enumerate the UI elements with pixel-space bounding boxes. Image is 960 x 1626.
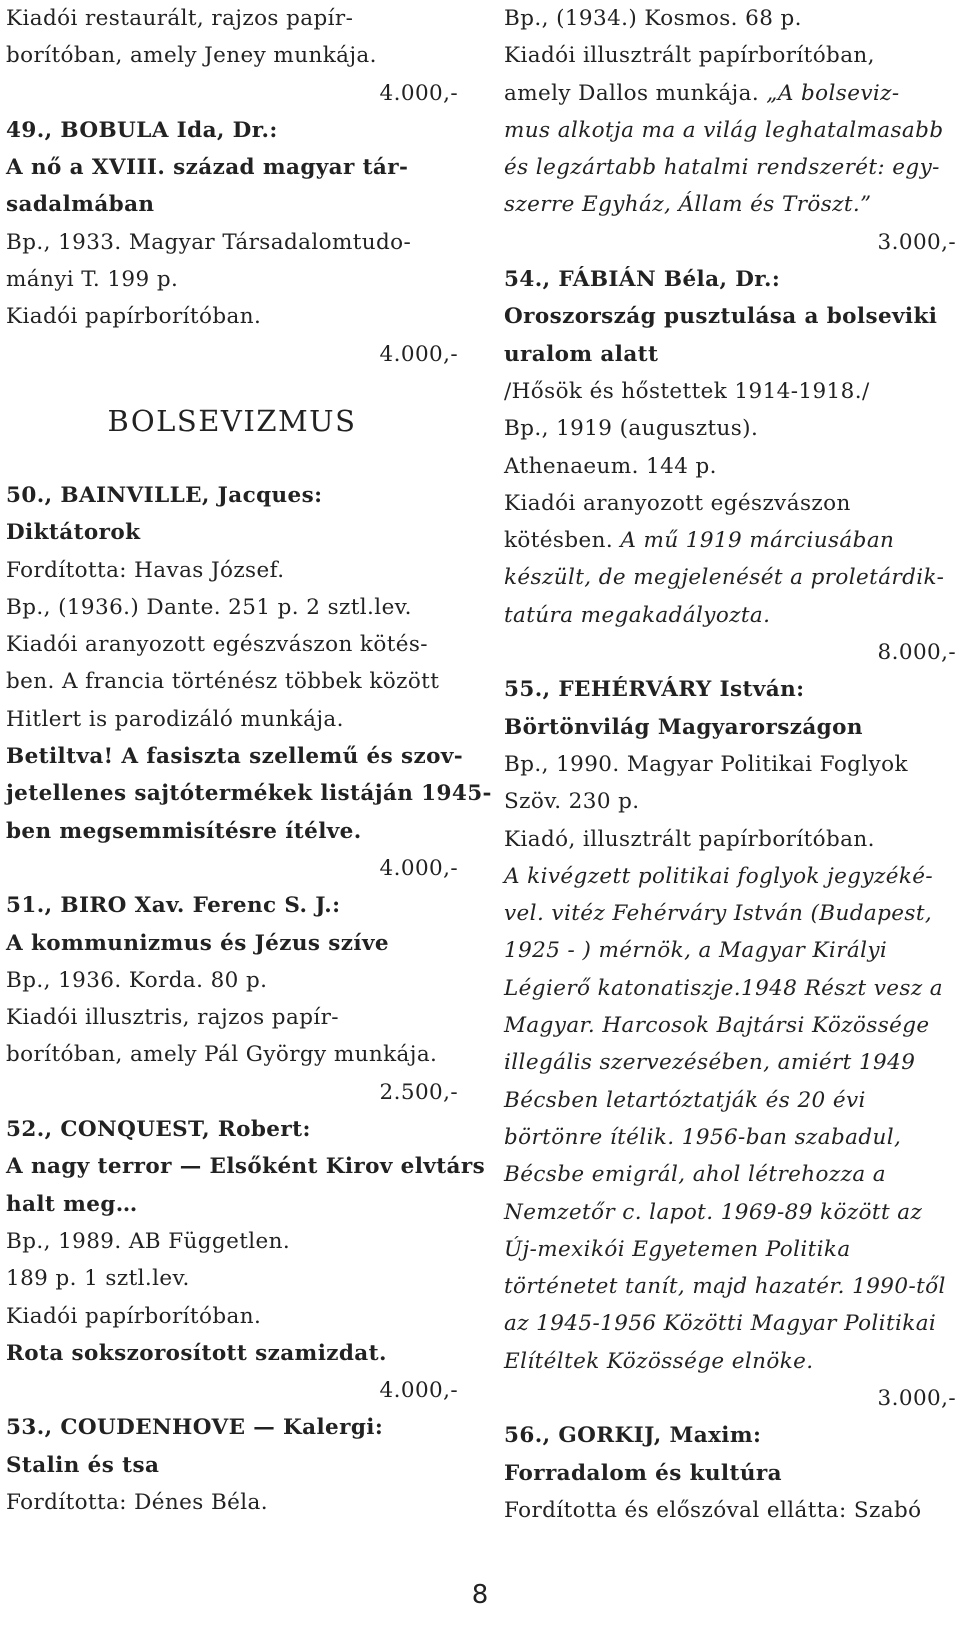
entry-title: sadalmában: [6, 192, 155, 218]
text-line: Bp., (1936.) Dante. 251 p. 2 sztl.lev.: [6, 594, 412, 620]
note-line: Magyar. Harcosok Bajtársi Közössége: [504, 1013, 930, 1039]
catalog-entry-52: [6, 1111, 486, 1409]
text-line: Bp., 1989. AB Független.: [6, 1228, 291, 1254]
text-line: Kiadói aranyozott egészvászon kötés-: [6, 632, 428, 658]
entry-heading: 53., COUDENHOVE — Kalergi:: [6, 1415, 384, 1441]
section-heading: BOLSEVIZMUS: [107, 403, 357, 438]
text-line: Hitlert is parodizáló munkája.: [6, 706, 344, 732]
price: 4.000,-: [379, 1378, 458, 1404]
catalog-entry-53: [6, 1409, 458, 1521]
right-column: [504, 0, 956, 1529]
text-line: borítóban, amely Pál György munkája.: [6, 1042, 438, 1068]
entry-title: halt meg…: [6, 1191, 138, 1217]
page-number: 8: [471, 1580, 489, 1610]
entry-heading: 50., BAINVILLE, Jacques:: [6, 482, 323, 508]
text-line: Kiadói restaurált, rajzos papír-: [6, 6, 354, 31]
entry-title: Börtönvilág Magyarországon: [504, 714, 863, 740]
text-line: Szöv. 230 p.: [504, 789, 640, 815]
entry-title: A nő a XVIII. század magyar tár-: [6, 155, 409, 181]
text-span: kötésben.: [504, 528, 621, 554]
text-line: [6, 738, 464, 775]
note-span: A mű 1919 márciusában: [620, 528, 895, 554]
text-line: 189 p. 1 sztl.lev.: [6, 1266, 190, 1292]
entry-heading: 51., BIRO Xav. Ferenc S. J.:: [6, 893, 341, 919]
quote-span: „A bolseviz-: [766, 80, 900, 106]
note-line: 1925 - ) mérnök, a Magyar Királyi: [504, 938, 888, 964]
text-line: [504, 75, 956, 112]
catalog-entry-54: [504, 261, 956, 671]
note-line: készült, de megjelenését a proletárdik-: [504, 565, 945, 591]
text-line: Bp., 1933. Magyar Társadalomtudo-: [6, 229, 412, 255]
note-line: vel. vitéz Fehérváry István (Budapest,: [504, 901, 933, 927]
text-span: amely Dallos munkája.: [504, 80, 767, 106]
price: 3.000,-: [877, 1385, 956, 1411]
text-line: /Hősök és hőstettek 1914-1918./: [504, 378, 870, 404]
price: 4.000,-: [379, 80, 458, 106]
left-column: [6, 0, 492, 1521]
entry-title: A nagy terror — Elsőként Kirov elvtárs: [6, 1154, 486, 1180]
note-line: Bécsbe emigrál, ahol létrehozza a: [504, 1162, 886, 1188]
emphasis: A fasiszta szellemű és szov-: [113, 744, 464, 770]
text-line: Bp., (1934.) Kosmos. 68 p.: [504, 6, 802, 31]
price: 3.000,-: [877, 229, 956, 255]
text-line: Bp., 1990. Magyar Politikai Foglyok: [504, 751, 908, 777]
catalog-entry-55: [504, 671, 956, 1417]
text-line: Bp., 1919 (augusztus).: [504, 416, 759, 442]
catalog-entry-51: [6, 887, 458, 1111]
quote-line: mus alkotja ma a világ leghatalmasabb: [504, 117, 944, 143]
text-line: borítóban, amely Jeney munkája.: [6, 43, 377, 69]
text-line: Kiadói papírborítóban.: [6, 1303, 262, 1329]
note-line: illegális szervezésében, amiért 1949: [504, 1050, 916, 1076]
price: 4.000,-: [379, 855, 458, 881]
catalog-entry-56: [504, 1417, 956, 1529]
note-line: A kivégzett politikai foglyok jegyzéké-: [504, 863, 934, 889]
note-line: Nemzetőr c. lapot. 1969-89 között az: [504, 1199, 923, 1225]
text-line: ben. A francia történész többek között: [6, 669, 440, 695]
text-line: Fordította és előszóval ellátta: Szabó: [504, 1497, 922, 1523]
entry-title: A kommunizmus és Jézus szíve: [6, 930, 389, 956]
quote-line: szerre Egyház, Állam és Tröszt.”: [504, 192, 872, 218]
text-line: jetellenes sajtótermékek listáján 1945-: [6, 781, 492, 807]
entry-title: Forradalom és kultúra: [504, 1460, 782, 1486]
entry-heading: 52., CONQUEST, Robert:: [6, 1117, 311, 1143]
note-line: történetet tanít, majd hazatér. 1990-től: [504, 1274, 946, 1300]
entry-heading: 49., BOBULA Ida, Dr.:: [6, 117, 278, 143]
text-line: Kiadói papírborítóban.: [6, 304, 262, 330]
entry-title: Diktátorok: [6, 520, 141, 546]
catalog-entry-49: [6, 112, 458, 373]
text-line: Kiadói illusztris, rajzos papír-: [6, 1005, 339, 1031]
entry-title: Stalin és tsa: [6, 1452, 160, 1478]
text-line: Athenaeum. 144 p.: [504, 453, 717, 479]
note-line: tatúra megakadályozta.: [504, 602, 771, 628]
text-line: Kiadói illusztrált papírborítóban,: [504, 43, 875, 69]
text-line: Rota sokszorosított szamizdat.: [6, 1340, 387, 1366]
text-line: [504, 522, 956, 559]
text-line: Fordította: Dénes Béla.: [6, 1489, 269, 1515]
note-line: Légierő katonatiszje.1948 Részt vesz a: [504, 975, 943, 1001]
note-line: az 1945-1956 Közötti Magyar Politikai: [504, 1311, 937, 1337]
price: 8.000,-: [877, 640, 956, 666]
catalog-entry-50: [6, 477, 492, 887]
text-line: Kiadó, illusztrált papírborítóban.: [504, 826, 875, 852]
note-line: Bécsben letartóztatják és 20 évi: [504, 1087, 866, 1113]
entry-heading: 55., FEHÉRVÁRY István:: [504, 677, 805, 703]
entry-heading: 54., FÁBIÁN Béla, Dr.:: [504, 267, 781, 293]
quote-line: és legzártabb hatalmi rendszerét: egy-: [504, 155, 940, 181]
entry-heading: 56., GORKIJ, Maxim:: [504, 1423, 762, 1449]
text-line: ben megsemmisítésre ítélve.: [6, 818, 362, 844]
text-line: Fordította: Havas József.: [6, 557, 285, 583]
text-line: Bp., 1936. Korda. 80 p.: [6, 967, 268, 993]
text-line: mányi T. 199 p.: [6, 267, 179, 293]
price: 2.500,-: [379, 1079, 458, 1105]
entry-title: uralom alatt: [504, 341, 659, 367]
note-line: Elítéltek Közössége elnöke.: [504, 1348, 814, 1374]
text-line: Kiadói aranyozott egészvászon: [504, 490, 851, 516]
note-line: börtönre ítélik. 1956-ban szabadul,: [504, 1124, 902, 1150]
note-line: Új-mexikói Egyetemen Politika: [504, 1236, 851, 1262]
price: 4.000,-: [379, 341, 458, 367]
entry-title: Oroszország pusztulása a bolseviki: [504, 304, 938, 330]
emphasis: Betiltva!: [6, 744, 114, 770]
